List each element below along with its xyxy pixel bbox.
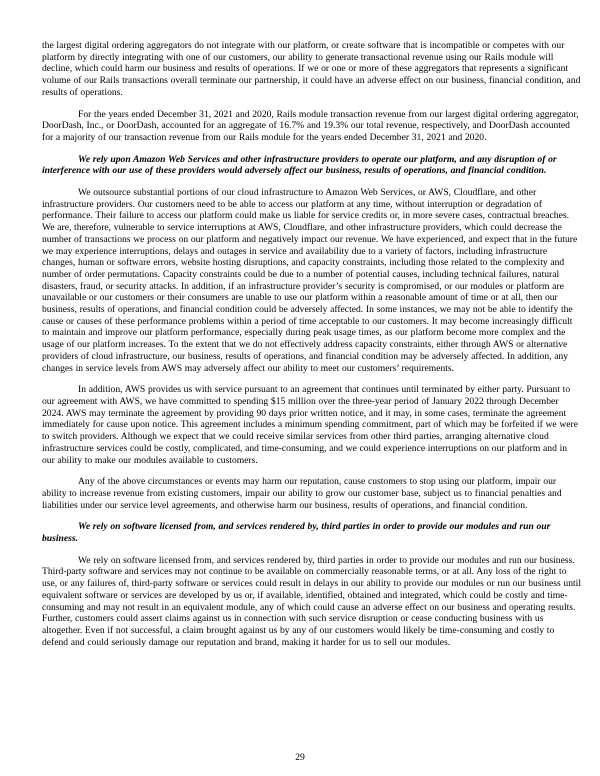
paragraph-reputation-harm: Any of the above circumstances or events may harm our reputation, cause customers to stop using our platform, impair our ability to increase revenue from existing customers, impair our ability to grow our customer base, subject us to financial penalties and liabilities under our service level agreements, and otherwise harm our business, results of operations, and financial condition.: [42, 476, 562, 511]
paragraph-aws-agreement: In addition, AWS provides us with service pursuant to an agreement that continues until terminated by either party. Pursuant to our agreement with AWS, we have committed to spending $15 million over the three-year period of January 2022 through December 2024. AWS may terminate the agreement by providing 90 days prior written notice, and it may, in some cases, terminate the agreement immediately for cause upon notice. This agreement includes a minimum spending commitment, part of which may be forfeited if we were to switch providers. Although we expect that we could receive similar services from other third parties, arranging alternative cloud infrastructure services could be costly, complicated, and time-consuming, and we could experience interruptions on our platform and in our ability to make our modules available to customers.: [42, 384, 578, 466]
paragraph-doordash-revenue: For the years ended December 31, 2021 and 2020, Rails module transaction revenue from our largest digital ordering aggregator, DoorDash, Inc., or DoorDash, accounted for an aggregate of 16.7% and 19.3% our total revenue, respectively, and DoorDash accounted for a majority of our transaction revenue from our Rails module for the years ended December 31, 2021 and 2020.: [42, 108, 579, 143]
risk-heading-aws-infrastructure: We rely upon Amazon Web Services and other infrastructure providers to operate our platform, and any disruption of or interference with our use of these providers would adversely affect our business, results of operations, and financial condition.: [42, 153, 557, 177]
paragraph-cloud-outsourcing: We outsource substantial portions of our cloud infrastructure to Amazon Web Services, or AWS, Cloudflare, and other infrastructure providers. Our customers need to be able to access our platform at any time, without interruption or degradation of performance. Their failure to access our platform could make us liable for service credits or, in more severe cases, contractual breaches. We are, therefore, vulnerable to service interruptions at AWS, Cloudflare, and other infrastructure providers, which could decrease the number of transactions we process on our platform and negatively impact our revenue. We have experienced, and expect that in the future we may experience interruptions, delays and outages in service and availability due to a variety of factors, including infrastructure changes, human or software errors, website hosting disruptions, and capacity constraints, including those related to the complexity and number of order permutations. Capacity constraints could be due to a number of potential causes, including technical failures, natural disasters, fraud, or security attacks. In addition, if an infrastructure provider’s security is compromised, or our modules or platform are unavailable or our customers or their consumers are unable to use our platform within a reasonable amount of time or at all, then our business, results of operations, and financial condition could be adversely affected. In some instances, we may not be able to identify the cause or causes of these performance problems within a period of time acceptable to our customers. It may become increasingly difficult to maintain and improve our platform performance, especially during peak usage times, as our platform become more complex and the usage of our platform increases. To the extent that we do not effectively address capacity constraints, either through AWS or alternative providers of cloud infrastructure, our business, results of operations, and financial condition may be adversely affected. In addition, any changes in service levels from AWS may adversely affect our ability to meet our customers’ requirements.: [42, 187, 578, 374]
paragraph-third-party-software: We rely on software licensed from, and services rendered by, third parties in order to provide our modules and run our business. Third-party software and services may not continue to be available on commercially reasonable terms, or at all. Any loss of the right to use, or any failures of, third-party software or services could result in delays in our ability to provide our modules or run our business until equivalent software or services are developed by us or, if available, identified, obtained and integrated, which could be costly and time-consuming and may not result in an equivalent module, any of which could cause an adverse effect on our business and operating results. Further, customers could assert claims against us in connection with such service disruption or cease conducting business with us altogether. Even if not successful, a claim brought against us by any of our customers would likely be time-consuming and costly to defend and could seriously damage our reputation and brand, making it harder for us to sell our modules.: [42, 554, 582, 648]
paragraph-rails-aggregators-continuation: the largest digital ordering aggregators do not integrate with our platform, or create software that is incompatible or competes with our platform by directly integrating with one of our customers, our ability to generate transactional revenue using our Rails module will decline, which could harm our business and results of operations. If we or one or more of these aggregators that represents a significant volume of our Rails transactions overall terminate our partnership, it could have an adverse effect on our business, financial condition, and results of operations.: [42, 40, 581, 98]
page-number: 29: [295, 752, 305, 764]
risk-heading-third-party-software: We rely on software licensed from, and services rendered by, third parties in order to provide our modules and run our business.: [42, 521, 551, 545]
